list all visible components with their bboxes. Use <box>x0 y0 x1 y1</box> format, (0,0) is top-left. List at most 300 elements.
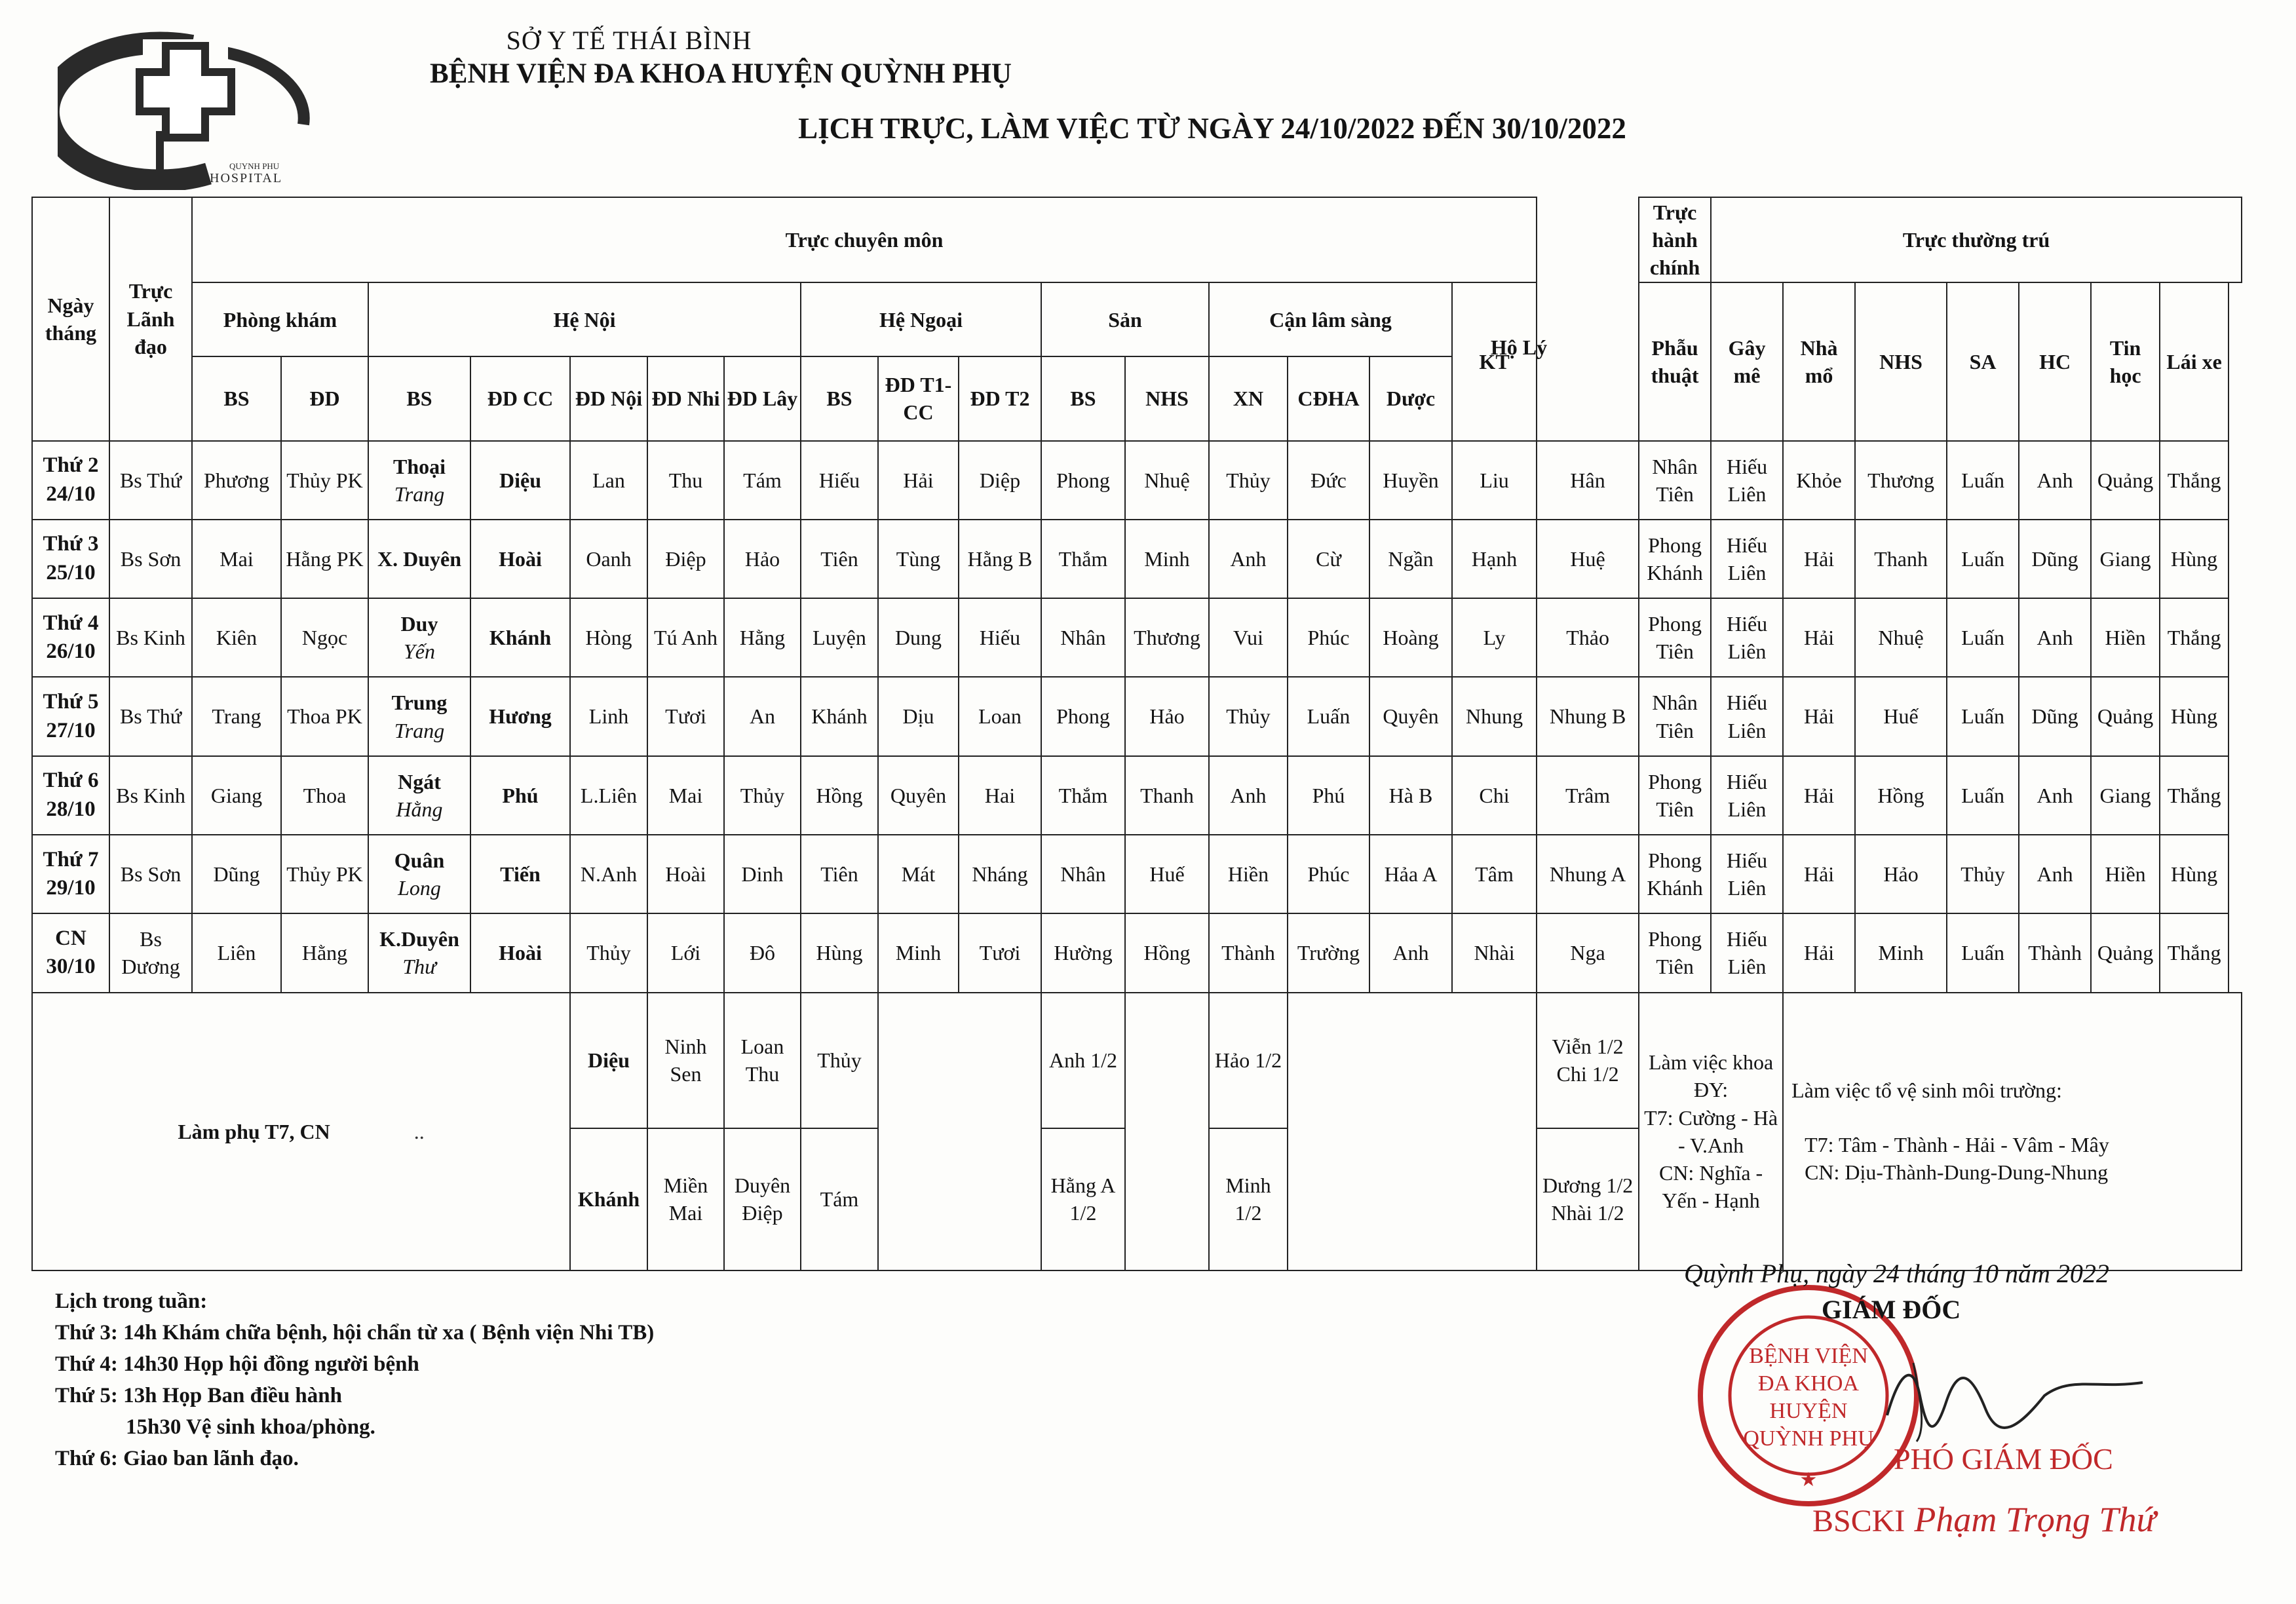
table-row <box>32 598 2242 677</box>
header-anesthesia: Gây mê <box>1711 282 1783 441</box>
table-row <box>32 677 2242 755</box>
weekly-schedule <box>55 1286 1038 1474</box>
header-nursing-spacer <box>1537 197 1639 441</box>
cell-dd-noi: L.Liên <box>570 756 647 835</box>
place-date: Quỳnh Phụ, ngày 24 tháng 10 năm 2022 <box>1684 1259 2109 1288</box>
cell-lai: Hùng <box>2160 520 2229 598</box>
header-nursing: Hộ Lý <box>1490 335 1548 359</box>
cell-dd-t1: Tùng <box>878 520 959 598</box>
extra-sat-ddcc: Diệu <box>570 993 647 1128</box>
cell-leader: Bs Dương <box>109 913 192 992</box>
cell-pk-bs: Dũng <box>192 835 281 913</box>
svg-text:BỆNH VIỆN: BỆNH VIỆN <box>1749 1344 1868 1368</box>
cell-ngoai-bs: Hùng <box>801 913 878 992</box>
cell-xn: Anh <box>1209 756 1288 835</box>
weekly-item: Thứ 3: 14h Khám chữa bệnh, hội chẩn từ xa ( Bệnh viện Nhi TB) <box>55 1321 655 1345</box>
cell-duoc: Quyên <box>1369 677 1452 755</box>
cell-pk-bs: Giang <box>192 756 281 835</box>
cell-lai: Thắng <box>2160 441 2229 520</box>
cell-hc: Anh <box>2019 756 2091 835</box>
cell-nhs-r: Hảo <box>1855 835 1947 913</box>
cell-hc: Anh <box>2019 441 2091 520</box>
svg-text:QUỲNH PHỤ: QUỲNH PHỤ <box>1743 1426 1874 1451</box>
cell-holy: Hạnh <box>1452 520 1537 598</box>
extra-label-text: Làm phụ T7, CN <box>178 1119 330 1143</box>
sub-header: ĐD CC <box>470 356 570 440</box>
cell-ngoai-bs: Khánh <box>801 677 878 755</box>
cell-dd-lay: Dinh <box>724 835 801 913</box>
cell-nhs-r: Hồng <box>1855 756 1947 835</box>
cell-pk-dd: Hằng <box>281 913 368 992</box>
doctor-second: Trang <box>394 482 445 506</box>
cell-xn: Thủy <box>1209 441 1288 520</box>
env-title: Làm việc tổ vệ sinh môi trường: <box>1791 1079 2062 1103</box>
cell-hc: Anh <box>2019 598 2091 677</box>
extra-empty-cls <box>1288 993 1537 1271</box>
dept-cn: CN: Nghĩa - Yến - Hạnh <box>1658 1160 1763 1213</box>
sub-header: ĐD T1-CC <box>878 356 959 440</box>
extra-sat-ddnhi: Loan Thu <box>724 993 801 1128</box>
cell-ngoai-bs: Tiên <box>801 520 878 598</box>
cell-pk-dd: Thủy PK <box>281 441 368 520</box>
cell-nhs-r: Nhuệ <box>1855 598 1947 677</box>
doctor-name: Quân <box>394 848 445 872</box>
cell-san-bs: Phong <box>1041 677 1125 755</box>
cell-duoc: Huyền <box>1369 441 1452 520</box>
cell-gm: Hiếu Liên <box>1711 441 1783 520</box>
cell-dd-lay: Hảo <box>724 520 801 598</box>
cell-pt: Nhân Tiên <box>1639 441 1711 520</box>
cell-holy: Nhài <box>1452 913 1537 992</box>
header-paraclinical: Cận lâm sàng <box>1209 282 1452 356</box>
cell-holy: Liu <box>1452 441 1537 520</box>
cell-nhs-r: Huế <box>1855 677 1947 755</box>
cell-san-bs: Nhân <box>1041 835 1125 913</box>
extra-env-block <box>1783 993 2242 1271</box>
header-resident: Trực thường trú <box>1711 197 2242 282</box>
cell-gm: Hiếu Liên <box>1711 756 1783 835</box>
cell-tin: Hiền <box>2091 598 2160 677</box>
logo-text-line2: HOSPITAL <box>210 171 283 185</box>
cell-nhs: Nhuệ <box>1125 441 1209 520</box>
cell-leader: Bs Kinh <box>109 598 192 677</box>
cell-dd-t2: Hai <box>959 756 1041 835</box>
cell-hc: Anh <box>2019 835 2091 913</box>
cell-nhs: Minh <box>1125 520 1209 598</box>
table-row <box>32 441 2242 520</box>
extra-empty-surg <box>878 993 1041 1271</box>
header-date: Ngày tháng <box>32 197 109 441</box>
cell-holy: Ly <box>1452 598 1537 677</box>
cell-dd-noi: Thủy <box>570 913 647 992</box>
cell-dd-noi: N.Anh <box>570 835 647 913</box>
cell-nhs-r: Minh <box>1855 913 1947 992</box>
cell-lai: Thắng <box>2160 913 2229 992</box>
cell-pt: Phong Khánh <box>1639 520 1711 598</box>
handwritten-signature <box>1874 1356 2149 1448</box>
cell-pt: Phong Tiên <box>1639 913 1711 992</box>
cell-sa: Luấn <box>1947 598 2019 677</box>
cell-dd-nhi: Lới <box>647 913 724 992</box>
cell-sa: Luấn <box>1947 520 2019 598</box>
header-professional: Trực chuyên môn <box>192 197 1537 282</box>
day-cell <box>32 598 109 677</box>
signature-block <box>1618 1258 2274 1586</box>
cell-pt: Phong Tiên <box>1639 598 1711 677</box>
cell-hc: Thành <box>2019 913 2091 992</box>
doctor-name: Duy <box>400 612 438 636</box>
cell-xn: Hiền <box>1209 835 1288 913</box>
cell-kt: Hân <box>1537 441 1639 520</box>
sub-header: BS <box>1041 356 1125 440</box>
cell-gm: Hiếu Liên <box>1711 598 1783 677</box>
cell-dd-nhi: Mai <box>647 756 724 835</box>
cell-dd-t2: Nháng <box>959 835 1041 913</box>
header-sa: SA <box>1947 282 2019 441</box>
day-cell <box>32 835 109 913</box>
svg-text:★: ★ <box>1799 1469 1818 1491</box>
cell-noi-bs <box>368 913 470 992</box>
cell-san-bs: Phong <box>1041 441 1125 520</box>
doctor-name: Trung <box>391 691 448 715</box>
extra-sun-ddt2: Hằng A 1/2 <box>1041 1128 1125 1270</box>
cell-dd-nhi: Tú Anh <box>647 598 724 677</box>
cell-noi-bs <box>368 598 470 677</box>
header-it: Tin học <box>2091 282 2160 441</box>
extra-empty-sanbs <box>1125 993 1209 1271</box>
cell-dd-nhi: Hoài <box>647 835 724 913</box>
sub-header: BS <box>368 356 470 440</box>
director-title: GIÁM ĐỐC <box>1822 1295 1961 1324</box>
department-name: SỞ Y TẾ THÁI BÌNH <box>506 26 752 55</box>
day-cell <box>32 677 109 755</box>
day-cell <box>32 441 109 520</box>
cell-san-bs: Hường <box>1041 913 1125 992</box>
cell-dd-cc: Hoài <box>470 913 570 992</box>
cell-pk-bs: Trang <box>192 677 281 755</box>
cell-sa: Thủy <box>1947 835 2019 913</box>
table-row <box>32 835 2242 913</box>
doctor-second: Long <box>398 876 441 900</box>
cell-pt: Nhân Tiên <box>1639 677 1711 755</box>
day-name: Thứ 7 <box>43 847 99 871</box>
day-date: 24/10 <box>46 482 96 506</box>
cell-ngoai-bs: Luyện <box>801 598 878 677</box>
cell-dd-t1: Quyên <box>878 756 959 835</box>
sub-header: XN <box>1209 356 1288 440</box>
cell-tin: Quảng <box>2091 441 2160 520</box>
doctor-name: K.Duyên <box>379 927 459 951</box>
extra-sun-ddnoi: Miền Mai <box>647 1128 724 1270</box>
day-cell <box>32 520 109 598</box>
table-row <box>32 520 2242 598</box>
cell-leader: Bs Sơn <box>109 520 192 598</box>
cell-ngoai-bs: Hồng <box>801 756 878 835</box>
cell-dd-cc: Phú <box>470 756 570 835</box>
cell-lai: Hùng <box>2160 677 2229 755</box>
day-date: 30/10 <box>46 955 96 979</box>
cell-cdha: Phúc <box>1288 598 1369 677</box>
extra-sun-ddnhi: Duyên Điệp <box>724 1128 801 1270</box>
cell-sa: Luấn <box>1947 756 2019 835</box>
cell-dd-cc: Khánh <box>470 598 570 677</box>
signer-title: BSCKI <box>1812 1504 1905 1538</box>
cell-dd-nhi: Thu <box>647 441 724 520</box>
cell-dd-t2: Hằng B <box>959 520 1041 598</box>
day-name: CN <box>55 926 86 950</box>
extra-sun-ddlay: Tám <box>801 1128 878 1270</box>
day-name: Thứ 5 <box>43 690 99 714</box>
day-date: 25/10 <box>46 561 96 585</box>
cell-pk-dd: Thủy PK <box>281 835 368 913</box>
cell-nhs: Huế <box>1125 835 1209 913</box>
header-morgue: Nhà mổ <box>1783 282 1855 441</box>
cell-noi-bs <box>368 677 470 755</box>
header-surgical: Hệ Ngoại <box>801 282 1041 356</box>
cell-kt: Nhung B <box>1537 677 1639 755</box>
day-name: Thứ 6 <box>43 769 99 793</box>
cell-dd-t2: Loan <box>959 677 1041 755</box>
cell-cdha: Trường <box>1288 913 1369 992</box>
cell-dd-t1: Mát <box>878 835 959 913</box>
cell-lai: Thắng <box>2160 756 2229 835</box>
cell-nhs-r: Thanh <box>1855 520 1947 598</box>
sub-header: CĐHA <box>1288 356 1369 440</box>
svg-text:HUYỆN: HUYỆN <box>1769 1399 1848 1423</box>
extra-sun-holy: Dương 1/2 Nhài 1/2 <box>1537 1128 1639 1270</box>
cell-dd-cc: Tiến <box>470 835 570 913</box>
dept-title: Làm việc khoa ĐY: <box>1649 1050 1774 1102</box>
weekly-item: Thứ 5: 13h Họp Ban điều hành <box>55 1384 342 1407</box>
table-row <box>32 756 2242 835</box>
extra-sat-ddlay: Thủy <box>801 993 878 1128</box>
cell-dd-cc: Hương <box>470 677 570 755</box>
extra-sat-ddnoi: Ninh Sen <box>647 993 724 1128</box>
sub-header: NHS <box>1125 356 1209 440</box>
env-t7: T7: Tâm - Thành - Hải - Vâm - Mây <box>1805 1132 2109 1156</box>
cell-noi-bs <box>368 520 470 598</box>
cell-dd-t1: Hải <box>878 441 959 520</box>
cell-dd-t1: Minh <box>878 913 959 992</box>
cell-duoc: Hảa A <box>1369 835 1452 913</box>
cell-nhs: Hồng <box>1125 913 1209 992</box>
cell-kt: Thảo <box>1537 598 1639 677</box>
cell-kt: Trâm <box>1537 756 1639 835</box>
cell-cdha: Đức <box>1288 441 1369 520</box>
header-kt: KT <box>1452 282 1537 441</box>
hospital-name: BỆNH VIỆN ĐA KHOA HUYỆN QUỲNH PHỤ <box>430 58 1012 89</box>
cell-san-bs: Nhân <box>1041 598 1125 677</box>
env-cn: CN: Dịu-Thành-Dung-Dung-Nhung <box>1805 1160 2109 1184</box>
cell-sa: Luấn <box>1947 677 2019 755</box>
cell-dd-cc: Diệu <box>470 441 570 520</box>
cell-holy: Tâm <box>1452 835 1537 913</box>
cell-gm: Hiếu Liên <box>1711 520 1783 598</box>
extra-sun-ddcc: Khánh <box>570 1128 647 1270</box>
day-date: 29/10 <box>46 876 96 900</box>
sub-header: ĐD Nhi <box>647 356 724 440</box>
sub-header: Dược <box>1369 356 1452 440</box>
cell-tin: Giang <box>2091 756 2160 835</box>
doctor-second: Yến <box>404 640 435 664</box>
header-leader: Trực Lãnh đạo <box>109 197 192 441</box>
cell-nhs-r: Thương <box>1855 441 1947 520</box>
cell-pk-dd: Thoa PK <box>281 677 368 755</box>
header-obstetrics: Sản <box>1041 282 1209 356</box>
doctor-name: Ngát <box>398 769 441 793</box>
schedule-table <box>31 197 2242 1271</box>
day-cell <box>32 756 109 835</box>
extra-dept-block <box>1639 993 1783 1271</box>
weekly-item: Thứ 6: Giao ban lãnh đạo. <box>55 1447 299 1470</box>
cell-hc: Dũng <box>2019 677 2091 755</box>
cell-pk-dd: Hằng PK <box>281 520 368 598</box>
cell-holy: Nhung <box>1452 677 1537 755</box>
cell-hc: Dũng <box>2019 520 2091 598</box>
cell-duoc: Hà B <box>1369 756 1452 835</box>
cell-dd-noi: Linh <box>570 677 647 755</box>
cell-nhs: Thương <box>1125 598 1209 677</box>
cell-tin: Hiền <box>2091 835 2160 913</box>
svg-text:ĐA KHOA: ĐA KHOA <box>1758 1371 1859 1396</box>
cell-san-bs: Thắm <box>1041 756 1125 835</box>
extra-sun-nhs: Minh 1/2 <box>1209 1128 1288 1270</box>
cell-xn: Thành <box>1209 913 1288 992</box>
cell-cdha: Luấn <box>1288 677 1369 755</box>
cell-nm: Hải <box>1783 520 1855 598</box>
table-row <box>32 913 2242 992</box>
header-surgery: Phẫu thuật <box>1639 282 1711 441</box>
deputy-title: PHÓ GIÁM ĐỐC <box>1894 1442 2113 1476</box>
cell-gm: Hiếu Liên <box>1711 835 1783 913</box>
cell-nm: Khỏe <box>1783 441 1855 520</box>
doctor-name: X. Duyên <box>377 546 461 571</box>
weekly-title: Lịch trong tuần: <box>55 1289 208 1313</box>
cell-noi-bs <box>368 756 470 835</box>
cell-pt: Phong Tiên <box>1639 756 1711 835</box>
cell-duoc: Ngần <box>1369 520 1452 598</box>
day-date: 27/10 <box>46 718 96 742</box>
cell-dd-cc: Hoài <box>470 520 570 598</box>
cell-dd-noi: Oanh <box>570 520 647 598</box>
cell-cdha: Phú <box>1288 756 1369 835</box>
cell-leader: Bs Thứ <box>109 441 192 520</box>
extra-sat-holy: Viễn 1/2 Chi 1/2 <box>1537 993 1639 1128</box>
day-cell <box>32 913 109 992</box>
cell-xn: Thủy <box>1209 677 1288 755</box>
cell-ngoai-bs: Tiên <box>801 835 878 913</box>
header-administrative: Trực hành chính <box>1639 197 1711 282</box>
extra-dots: .. <box>413 1119 425 1143</box>
cell-pk-dd: Thoa <box>281 756 368 835</box>
cell-dd-noi: Hòng <box>570 598 647 677</box>
cell-tin: Quảng <box>2091 677 2160 755</box>
cell-nm: Hải <box>1783 835 1855 913</box>
header-internal: Hệ Nội <box>368 282 801 356</box>
doctor-second: Hằng <box>396 797 443 821</box>
cell-gm: Hiếu Liên <box>1711 913 1783 992</box>
day-name: Thứ 3 <box>43 532 99 556</box>
cell-lai: Hùng <box>2160 835 2229 913</box>
cell-duoc: Hoàng <box>1369 598 1452 677</box>
cell-nm: Hải <box>1783 913 1855 992</box>
extra-label <box>32 993 570 1271</box>
extra-sat-nhs: Hảo 1/2 <box>1209 993 1288 1128</box>
cell-kt: Huệ <box>1537 520 1639 598</box>
header-clinic: Phòng khám <box>192 282 368 356</box>
sub-header: ĐD T2 <box>959 356 1041 440</box>
cell-cdha: Cừ <box>1288 520 1369 598</box>
logo-text-line1: QUYNH PHU <box>229 161 280 171</box>
doctor-name: Thoại <box>392 454 446 478</box>
header-nhs-resident: NHS <box>1855 282 1947 441</box>
cell-dd-nhi: Tươi <box>647 677 724 755</box>
cell-sa: Luấn <box>1947 913 2019 992</box>
weekly-item: Thứ 4: 14h30 Họp hội đồng người bệnh <box>55 1352 419 1376</box>
cell-kt: Nga <box>1537 913 1639 992</box>
cell-nhs: Hảo <box>1125 677 1209 755</box>
cell-tin: Giang <box>2091 520 2160 598</box>
cell-nm: Hải <box>1783 598 1855 677</box>
cell-dd-lay: Tám <box>724 441 801 520</box>
cell-dd-t1: Dịu <box>878 677 959 755</box>
cell-leader: Bs Kinh <box>109 756 192 835</box>
cell-dd-lay: Hằng <box>724 598 801 677</box>
signer <box>1812 1499 2156 1540</box>
header-hc: HC <box>2019 282 2091 441</box>
cell-nm: Hải <box>1783 677 1855 755</box>
cell-leader: Bs Thứ <box>109 677 192 755</box>
cell-xn: Vui <box>1209 598 1288 677</box>
page-title: LỊCH TRỰC, LÀM VIỆC TỪ NGÀY 24/10/2022 ĐẾN 30/10/2022 <box>798 112 1626 145</box>
sub-header: ĐD Nội <box>570 356 647 440</box>
cell-dd-noi: Lan <box>570 441 647 520</box>
cell-pk-bs: Phương <box>192 441 281 520</box>
extra-sat-ddt2: Anh 1/2 <box>1041 993 1125 1128</box>
cell-dd-lay: Đô <box>724 913 801 992</box>
cell-dd-t2: Diệp <box>959 441 1041 520</box>
dept-t7: T7: Cường - Hà - V.Anh <box>1644 1105 1778 1157</box>
cell-noi-bs <box>368 441 470 520</box>
cell-noi-bs <box>368 835 470 913</box>
day-date: 28/10 <box>46 797 96 821</box>
cell-dd-t2: Hiếu <box>959 598 1041 677</box>
cell-dd-lay: An <box>724 677 801 755</box>
cell-sa: Luấn <box>1947 441 2019 520</box>
cell-duoc: Anh <box>1369 913 1452 992</box>
cell-pk-dd: Ngọc <box>281 598 368 677</box>
cell-xn: Anh <box>1209 520 1288 598</box>
doctor-second: Thư <box>402 955 436 979</box>
sub-header: ĐD <box>281 356 368 440</box>
cell-dd-t2: Tươi <box>959 913 1041 992</box>
cell-gm: Hiếu Liên <box>1711 677 1783 755</box>
day-name: Thứ 2 <box>43 453 99 478</box>
cell-nm: Hải <box>1783 756 1855 835</box>
cell-kt: Nhung A <box>1537 835 1639 913</box>
doctor-second: Trang <box>394 718 445 742</box>
day-date: 26/10 <box>46 640 96 664</box>
cell-pk-bs: Kiên <box>192 598 281 677</box>
cell-dd-nhi: Điệp <box>647 520 724 598</box>
day-name: Thứ 4 <box>43 611 99 635</box>
cell-pt: Phong Khánh <box>1639 835 1711 913</box>
cell-holy: Chi <box>1452 756 1537 835</box>
sub-header: ĐD Lây <box>724 356 801 440</box>
cell-pk-bs: Mai <box>192 520 281 598</box>
header-driver: Lái xe <box>2160 282 2229 441</box>
cell-dd-t1: Dung <box>878 598 959 677</box>
